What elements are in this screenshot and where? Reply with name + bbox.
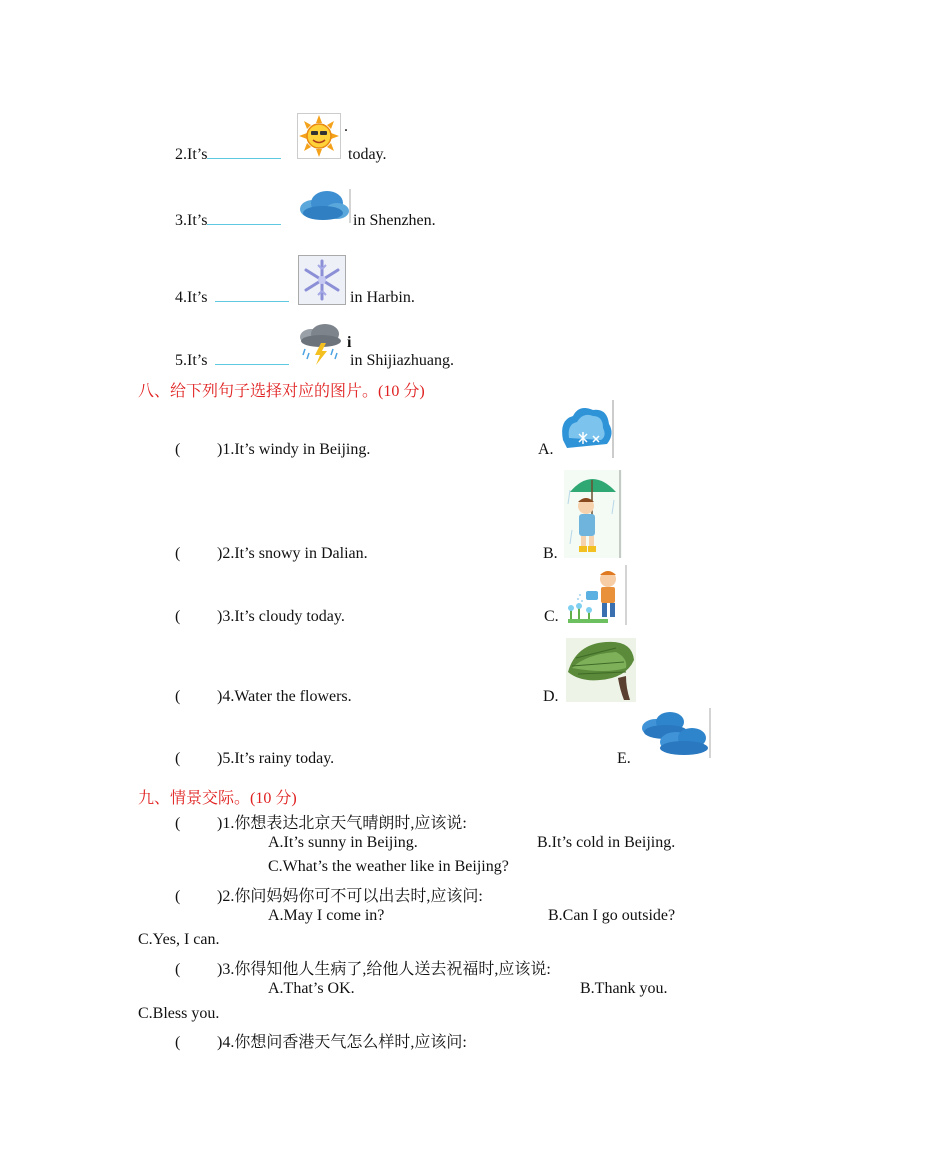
answer-paren[interactable]: ( xyxy=(175,961,181,978)
q9-1-text: )1.你想表达北京天气晴朗时,应该说: xyxy=(217,815,467,832)
q7-5-row xyxy=(175,352,289,370)
section9-title: 九、情景交际。(10 分) xyxy=(138,790,297,807)
q7-4-after: in Harbin. xyxy=(350,289,415,306)
q9-4-row xyxy=(175,1029,467,1052)
q8-2-row xyxy=(175,545,368,563)
snow-cloud-picture xyxy=(557,400,615,458)
q9-3-option-b: B.Thank you. xyxy=(580,980,668,997)
q9-3-option-c: C.Bless you. xyxy=(138,1005,220,1022)
q9-2-row xyxy=(175,883,483,906)
q7-4-blank[interactable] xyxy=(215,301,289,302)
answer-paren[interactable]: ( xyxy=(175,750,181,767)
q7-3-blank[interactable] xyxy=(207,224,281,225)
q7-4-label: 4.It’s xyxy=(175,289,208,306)
clouds-picture xyxy=(636,708,712,758)
q9-1-option-b: B.It’s cold in Beijing. xyxy=(537,834,676,851)
q9-2-option-c: C.Yes, I can. xyxy=(138,931,220,948)
q7-4-row xyxy=(175,289,289,307)
q7-2-label: 2.It’s xyxy=(175,146,208,163)
answer-paren[interactable]: ( xyxy=(175,441,181,458)
option-b-label: B. xyxy=(543,545,558,562)
option-d-label: D. xyxy=(543,688,559,705)
answer-paren[interactable]: ( xyxy=(175,815,181,832)
option-a-label: A. xyxy=(538,441,554,458)
q8-4-text: )4.Water the flowers. xyxy=(217,688,352,705)
q9-1-option-a: A.It’s sunny in Beijing. xyxy=(268,834,418,851)
q9-2-text: )2.你问妈妈你可不可以出去时,应该问: xyxy=(217,888,483,905)
boy-watering-flowers-picture xyxy=(566,565,628,625)
answer-paren[interactable]: ( xyxy=(175,1034,181,1051)
q9-3-text: )3.你得知他人生病了,给他人送去祝福时,应该说: xyxy=(217,961,551,978)
windy-tree-picture xyxy=(566,638,636,702)
q7-2-after: today. xyxy=(348,146,387,163)
q7-5-dot: i xyxy=(347,334,352,351)
answer-paren[interactable]: ( xyxy=(175,688,181,705)
q7-3-row xyxy=(175,212,281,230)
q7-5-label: 5.It’s xyxy=(175,352,208,369)
q8-2-text: )2.It’s snowy in Dalian. xyxy=(217,545,368,562)
storm-icon xyxy=(297,323,345,367)
q8-1-text: )1.It’s windy in Beijing. xyxy=(217,441,371,458)
girl-umbrella-rain-picture xyxy=(564,470,622,558)
q8-4-row xyxy=(175,688,352,706)
answer-paren[interactable]: ( xyxy=(175,545,181,562)
q8-1-row xyxy=(175,441,370,459)
q7-2-blank[interactable] xyxy=(207,158,281,159)
q7-5-blank[interactable] xyxy=(215,364,289,365)
sun-icon xyxy=(297,113,341,159)
q9-1-option-c: C.What’s the weather like in Beijing? xyxy=(268,858,509,875)
q9-1-row xyxy=(175,810,467,833)
q9-4-text: )4.你想问香港天气怎么样时,应该问: xyxy=(217,1034,467,1051)
q9-3-option-a: A.That’s OK. xyxy=(268,980,355,997)
q9-2-option-b: B.Can I go outside? xyxy=(548,907,676,924)
cloud-icon xyxy=(297,189,351,223)
option-c-label: C. xyxy=(544,608,559,625)
q7-2-dot: . xyxy=(344,118,348,135)
q9-2-option-a: A.May I come in? xyxy=(268,907,385,924)
q8-3-row xyxy=(175,608,345,626)
answer-paren[interactable]: ( xyxy=(175,888,181,905)
snowflake-icon xyxy=(298,255,346,305)
q8-3-text: )3.It’s cloudy today. xyxy=(217,608,345,625)
q7-3-label: 3.It’s xyxy=(175,212,208,229)
q7-2-row xyxy=(175,146,281,164)
q8-5-row xyxy=(175,750,334,768)
answer-paren[interactable]: ( xyxy=(175,608,181,625)
q7-3-after: in Shenzhen. xyxy=(353,212,436,229)
section8-title: 八、给下列句子选择对应的图片。(10 分) xyxy=(138,383,425,400)
q9-3-row xyxy=(175,956,551,979)
q7-5-after: in Shijiazhuang. xyxy=(350,352,454,369)
option-e-label: E. xyxy=(617,750,631,767)
q8-5-text: )5.It’s rainy today. xyxy=(217,750,335,767)
